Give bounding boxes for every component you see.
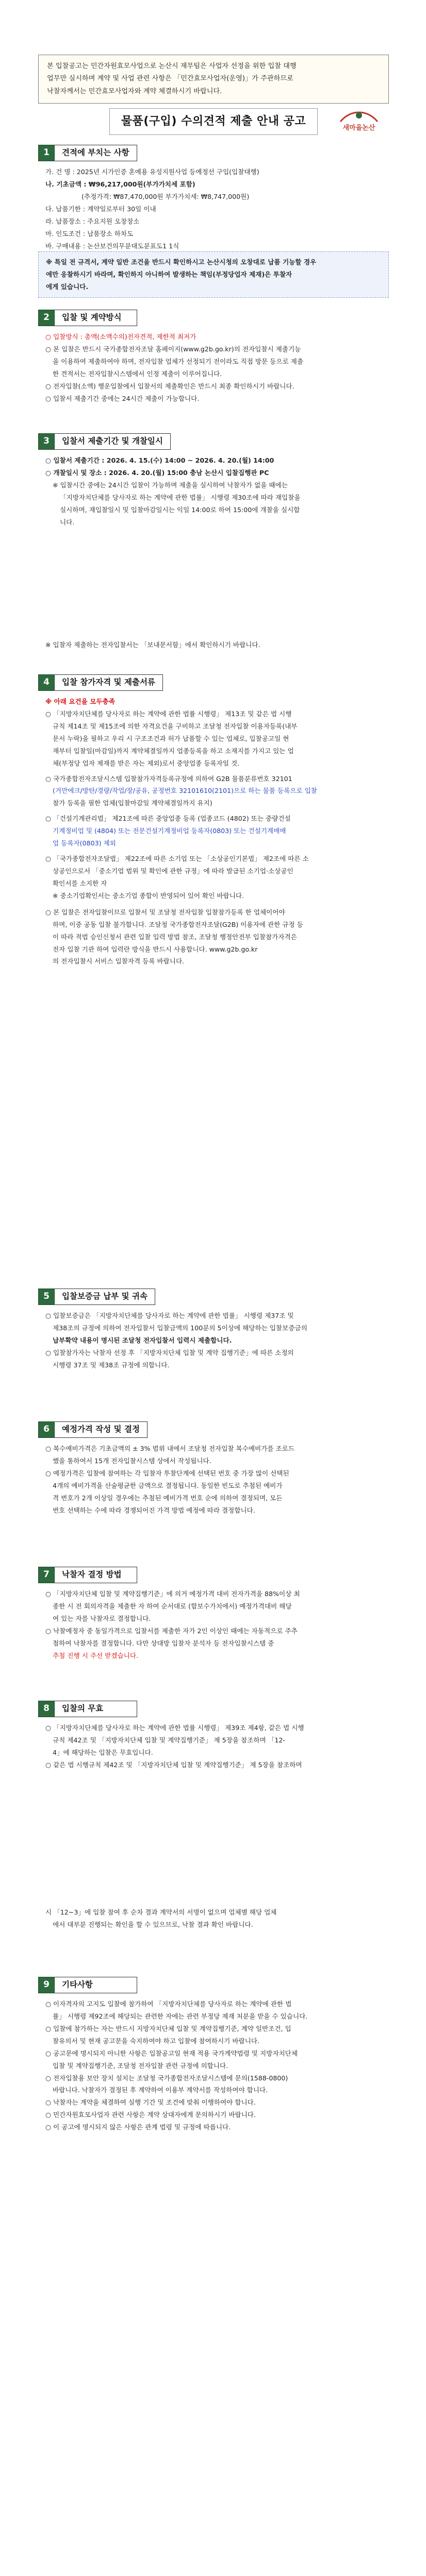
intro-line-1: 본 입찰공고는 민간자원효모사업으로 논산시 재무팀은 사업자 선정을 위한 입찰 대행 [47, 62, 297, 70]
s6-line: ○ 예정가격은 입찰에 참여하는 각 입찰자 투찰단계에 선택된 번호 중 가장 많이 선택된 [45, 1469, 289, 1477]
section-title: 견적에 부치는 사항 [55, 145, 137, 161]
s9-line: ○ 입찰에 참가하는 자는 반드시 지방자치단체 입찰 및 계약집행기준, 계약 일반조건, 입 [45, 2024, 291, 2032]
section-1-notice [38, 251, 389, 298]
section-number: 8 [38, 1701, 55, 1717]
section-7-header [38, 1566, 389, 1584]
s4-line: (거만에크/방탄/경량/작업/장/공유, 공정번호 32101610(2101)으로 하는 물품 등록으로 입찰 [53, 787, 317, 795]
s7-line: ○ 「지방자치단체 입찰 및 계약집행기준」에 의거 예정가격 대비 전자가격을 88%이상 최 [45, 1590, 300, 1598]
s5-line: ○ 입찰보증금은 「지방자치단체를 당사자로 하는 계약에 관한 법률」 시행령 제37조 및 [45, 1312, 294, 1319]
s5-line: 납부확약 내용이 명시된 조달청 전자입찰서 입력시 제출합니다. [53, 1336, 232, 1344]
s3-line: 실시하며, 재입찰일시 및 입찰마감일시는 익일 14:00로 하여 15:00에 개찰을 실시합 [60, 505, 300, 514]
section-2-header [38, 309, 389, 327]
s4-line: 기계정비업 및 (4804) 또는 전문건설기계정비업 등록자(0803) 또는 건설기계매매 [53, 827, 286, 835]
s8-line: 4」에 해당하는 입찰은 무효입니다. [53, 1748, 153, 1756]
s4-line: 의 전자입찰시 서비스 입찰자격 등록 바랍니다. [53, 957, 185, 965]
section-9-header [38, 1976, 389, 1994]
section-6-header [38, 1421, 389, 1438]
section-title: 기타사항 [55, 1977, 137, 1993]
s8-line: ○ 「지방자치단체를 당사자로 하는 계약에 관한 법률 시행령」 제39조 제4항, 같은 법 시행 [45, 1724, 304, 1732]
s4-line: 문서 누락)을 필하고 우리 시 구조조건과 허가 납품할 수 있는 업체로, 입찰공고일 현 [53, 734, 289, 742]
s3-note-line: ※ 입찰자 제출하는 전자입찰서는 「보내문서함」에서 확인하시기 바랍니다. [45, 641, 260, 649]
section-1-body [45, 166, 389, 252]
s4-line: 상공인으로서 「중소기업 범위 및 확인에 관한 규정」에 따라 발급된 소기업·소상공인 [53, 867, 293, 875]
s4-line: 하며, 이중 공동 입찰 불가합니다. 조달청 국가종합전자조달(G2B) 이용자에 관한 규정 등 [53, 920, 303, 928]
section-number: 1 [38, 145, 55, 161]
section-8-body [45, 1722, 389, 1771]
s4-line: 확인서를 소지한 자 [53, 879, 107, 887]
section-4-header [38, 674, 389, 691]
s4-line: 규칙 제14조 및 제15조에 의한 자격요건을 구비하고 조달청 전자입찰 이용자등록(내부 [53, 722, 298, 730]
section-2-body [45, 331, 389, 405]
s4-line: ※ 중소기업확인서는 중소기업 종합이 반영되어 있어 확인 바랍니다. [53, 891, 244, 900]
s2-line: 한 견적서는 전자입찰시스템에서 인정 제출이 이루어집니다. [53, 369, 222, 378]
s4-line: 전자 입찰 기관 하여 입력란 방식을 반드시 사용합니다. www.g2b.go.kr [53, 945, 258, 953]
s7-line: 추첨 진행 시 주선 받겠습니다. [53, 1651, 139, 1659]
title-box [109, 108, 318, 135]
s2-line: 을 이용하여 제출하여야 하며, 전자입찰 업체가 선정되기 전이라도 직접 방문 등으로 제출 [53, 357, 303, 365]
section-number: 4 [38, 674, 55, 691]
s1-line: 라. 납품장소 : 주요지원 오창창소 [45, 217, 140, 225]
s4-line: ○ 국가종합전자조달시스템 입찰참가자격등록규정에 의하여 G2B 물품분류번호 32101 [45, 774, 292, 783]
notice-line: 에게 있습니다. [46, 282, 89, 291]
s8-line: 규칙 제42조 및 「지방자치단체 입찰 및 계약집행기준」 제 5장을 참조하며 「12- [53, 1736, 285, 1744]
s5-line: 시행령 37조 및 제38조 규정에 의합니다. [53, 1361, 170, 1369]
notice-line: 에만 응찰하시기 바라며, 확인하지 아니하여 발생하는 책임(부정당업자 제재)은 투찰자 [46, 270, 292, 278]
title-area [105, 110, 322, 133]
s9-line: ○ 이 공고에 명시되지 않은 사항은 관계 법령 및 규정에 따릅니다. [45, 2123, 231, 2131]
s4-line: ※ 아래 요건을 모두충족 [45, 698, 115, 705]
s9-line: 바랍니다. 낙찰자가 결정된 후 계약하여 이용부 계약서를 작성하여야 합니다. [53, 2086, 268, 2094]
section-title: 입찰서 제출기간 및 개찰일시 [55, 433, 171, 450]
s2-line: ○ 입찰서 제출기간 중에는 24시간 제출이 가능합니다. [45, 394, 200, 402]
s4-line: 업 등록자(0803) 제외 [53, 839, 116, 848]
intro-line-3: 낙찰자께서는 민간효모사업자와 계약 체결하시기 바랍니다. [47, 87, 222, 95]
s1-line: (추정가격: ₩87,470,000원 부가가치세: ₩8,747,000원) [81, 192, 250, 200]
s4-line: ○ 본 입찰은 전자입찰이므로 입찰서 및 조달청 전자입찰 입찰참가등록 한 업체이어야 [45, 908, 285, 916]
s6-line: 번호 선택하는 수에 따라 경쟁되어진 가격 방법 예정에 따라 결정합니다. [53, 1506, 255, 1514]
section-title: 입찰의 무효 [55, 1701, 137, 1717]
s8-line: ○ 같은 법 시행규칙 제42조 및 「지방자치단체 입찰 및 계약집행기준」 제 5장을 참조하며 [45, 1760, 302, 1769]
section-3-header [38, 433, 389, 450]
s9-line: 찰유의서 및 현재 공고문을 숙지하여야 하고 입찰에 참여하시기 바랍니다. [53, 2037, 259, 2045]
s8-line: 에서 대부분 진행되는 확인을 할 수 있으므로, 낙찰 결과 확인 바랍니다. [53, 1920, 253, 1928]
city-logo-icon [335, 106, 383, 133]
s1-line: 가. 건 명 : 2025년 시가인증 혼예용 유성지원사업 등예정선 구입(입찰대행) [45, 168, 259, 176]
s3-line: 니다. [60, 518, 75, 526]
s6-line: 4개의 예비가격을 산술평균한 금액으로 결정됩니다. 동일한 빈도로 추첨된 예비가 [53, 1481, 283, 1489]
s4-line: 이 따라 적법 승인신청서 관련 입찰 입력 방법 참조, 조달청 행정안전부 입찰참가자격은 [53, 933, 297, 941]
s6-line: 했을 통하여서 15개 전자입찰시스템 상에서 작성됩니다. [53, 1456, 211, 1465]
s7-line: 종한 시 전 회의자격을 제출한 자 하여 순서대로 (합보수가치에서) 예정가격대비 해당 [53, 1602, 292, 1610]
section-number: 5 [38, 1289, 55, 1305]
s7-line: 여 있는 자를 낙찰자로 결정합니다. [53, 1614, 151, 1622]
section-6-body [45, 1443, 389, 1517]
s9-line: 률」 시행령 제92조에 해당되는 관련한 자에는 관련 부정당 제재 처분을 받을 수 있습니다. [53, 2012, 308, 2020]
section-5-header [38, 1288, 389, 1306]
s1-line: 바. 구매내용 : 논산보건의무분대도분표도1 1식 [45, 242, 179, 250]
s9-line: ○ 이자격자의 고지도 입찰에 참가하여 「지방자치단체를 당사자로 하는 계약에 관한 법 [45, 2000, 292, 2008]
s4-line: 참가 등록을 필한 업체(입찰마감일 계약체결일까지 유지) [53, 799, 212, 807]
s3-line: ○ 입찰서 제출기간 : 2026. 4. 15.(수) 14:00 ~ 2026. 4. 20.(월) 14:00 [45, 456, 274, 464]
section-number: 9 [38, 1977, 55, 1993]
s4-line: 체(부정당 업자 제재를 받은 자는 제외)로서 중앙업종 등록자일 것. [53, 759, 240, 767]
s4-line: ○ 「건설기계관리법」 제21조에 따른 중앙업종 등록 (업종코드 (4802) 또는 중량건설 [45, 815, 291, 823]
section-8-header [38, 1700, 389, 1718]
section-1-header [38, 144, 389, 162]
s6-line: 격 번호가 2개 이상일 경우에는 추첨된 예비가격 번호 순에 의하여 결정되며, 모든 [53, 1494, 283, 1502]
s3-line: ○ 개찰일시 및 장소 : 2026. 4. 20.(월) 15:00 충남 논산시 입찰집행관 PC [45, 468, 269, 477]
s1-line: 다. 납품기한 : 계약일로부터 30일 이내 [45, 205, 156, 213]
section-9-body [45, 1998, 389, 2133]
s9-line: 입찰 및 계약집행기준, 조달청 전자입찰 관련 규정에 의합니다. [53, 2061, 228, 2070]
s5-line: 제38조의 규정에 의하여 전자입찰서 입찰금액의 100분의 5이상에 해당하는 입찰보증금의 [53, 1324, 307, 1332]
s4-line: ○ 「국가종합전자조달법」 제22조에 따른 소기업 또는 「소상공인기본법」 제2조에 따른 소 [45, 855, 309, 863]
s1-line: 마. 인도조건 : 납품장소 하차도 [45, 229, 134, 238]
s9-line: ○ 공고문에 명시되지 아니한 사항은 입찰공고일 현재 적용 국가계약법령 및 지방자치단체 [45, 2049, 298, 2057]
section-title: 입찰 참가자격 및 제출서류 [55, 674, 163, 691]
s5-line: ○ 입찰참가자는 낙찰자 선정 후 「지방자치단체 입찰 및 계약 집행기준」에 따른 소정의 [45, 1348, 294, 1357]
s1-line: 나. 기초금액 : ₩96,217,000원(부가가치세 포함) [45, 180, 195, 188]
s9-line: ○ 민간자원효모사업자 관련 사항은 계약 상대자에게 문의하시기 바랍니다. [45, 2111, 256, 2119]
page-title: 물품(구입) 수의견적 제출 안내 공고 [121, 114, 306, 128]
logo-text: 새마을논산 [342, 124, 375, 132]
section-number: 6 [38, 1421, 55, 1438]
section-number: 3 [38, 433, 55, 450]
section-8-note [45, 1906, 389, 1931]
section-title: 예정가격 작성 및 결정 [55, 1421, 148, 1438]
s7-line: 첨하여 낙찰자를 결정합니다. 다만 상대방 입찰자 분석자 등 전자입찰시스템 중 [53, 1639, 274, 1647]
s7-line: ○ 낙찰예정자 중 동일가격으로 입찰서를 제출한 자가 2인 이상인 때에는 자동적으로 주추 [45, 1626, 298, 1635]
section-number: 2 [38, 310, 55, 326]
section-title: 입찰 및 계약방식 [55, 310, 137, 326]
s9-line: ○ 전자입찰용 보안 장치 설치는 조달청 국가종합전자조달시스템에 문의(1588-0800) [45, 2074, 288, 2082]
intro-box [38, 55, 389, 104]
notice-line: ※ 특일 전 규격서, 계약 일반 조건을 반드시 확인하시고 논산시청의 오창대로 납품 기능할 경우 [46, 258, 317, 266]
s3-line: ※ 입찰시간 중에는 24시간 입찰이 가능하며 제출을 실시하여 낙찰자가 없을 때에는 [53, 481, 288, 489]
s2-line: ○ 본 입찰은 반드시 국가종합전자조달 홈페이지(www.g2b.go.kr)의 전자입찰시 제출기능 [45, 345, 301, 353]
section-4-body [45, 696, 389, 968]
section-7-body [45, 1588, 389, 1662]
s4-line: ○ 「지방자치단체를 당사자로 하는 계약에 관한 법률 시행령」 제13조 및 같은 법 시행 [45, 709, 292, 718]
section-title: 입찰보증금 납부 및 귀속 [55, 1289, 155, 1305]
intro-line-2: 업무만 실시하며 계약 및 사업 관련 사항은 「민간효모사업자(운영)」가 주관하므로 [47, 75, 293, 83]
s4-line: 재부터 입찰일(마감일)까지 계약체결일까지 업종등록을 하고 소재지를 가지고 있는 업 [53, 747, 294, 755]
s9-line: ○ 낙찰자는 계약을 체결하여 실행 기간 및 조건에 맞춰 이행하여야 합니다. [45, 2098, 256, 2107]
s3-line: 「지방자치단체를 당사자로 하는 계약에 관한 법률」 시행령 제30조에 따라 재입찰을 [60, 493, 301, 501]
section-3-body [45, 454, 389, 529]
section-number: 7 [38, 1567, 55, 1583]
section-3-note [45, 639, 389, 651]
s2-line: ○ 전자입찰(소액) 행운입찰에서 입찰서의 제출확인은 반드시 최종 확인하시기 바랍니다. [45, 382, 294, 390]
s8-line: 시 「12~3」에 입찰 참여 후 순차 결과 계약서의 서명이 없으며 업체별 해당 업체 [45, 1908, 277, 1916]
s2-line: ○ 입찰방식 : 총액(소액수의)전자견적, 제한적 최저가 [45, 333, 196, 341]
s6-line: ○ 복수예비가격은 기초금액의 ± 3% 범위 내에서 조달청 전자입찰 복수예비가를 조로드 [45, 1445, 295, 1452]
section-5-body [45, 1310, 389, 1371]
section-title: 낙찰자 결정 방법 [55, 1567, 137, 1583]
